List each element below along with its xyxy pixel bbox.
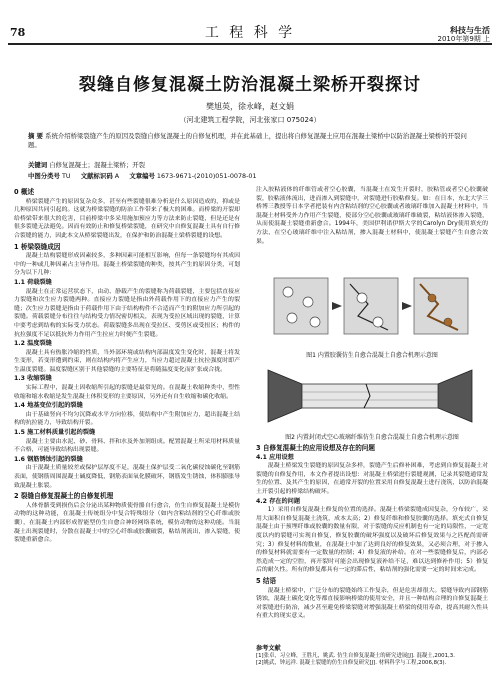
journal-section: 工 程 科 学 xyxy=(204,25,296,41)
figure-2-caption: 图2 内置封闭式空心玻璃纤维仿生自愈合混凝土自愈合机理示意图 xyxy=(285,434,459,441)
section-heading: 0 概述 xyxy=(14,188,35,196)
section-heading: 3 自修复混凝土的应用设想及存在的问题 xyxy=(256,444,375,452)
subsection-heading: 1.4 地基变位引起的裂缝 xyxy=(14,402,83,410)
right-column-bottom xyxy=(256,442,488,644)
id-value: 1673-9671-(2010)051-0078-01 xyxy=(156,172,257,180)
cls-label: 中图分类号 xyxy=(28,172,60,180)
figure-2 xyxy=(262,362,478,430)
paragraph: 人体骨骼受到损伤后会分泌出某种物质使骨骼自行愈合，仿生自修复混凝土是模仿动物的这种功能，在混凝土传统组分中复合特殊组分（如内含粘结剂的空心纤维或胶囊），在混凝土内部形成智能型仿生自愈合神经网络系统，模仿动物的这种功能。当混凝土出现裂缝时，分散在混凝土中的空心纤维或胶囊破裂，粘结剂流出，渗入裂缝，使裂缝重新愈合。 xyxy=(14,502,240,544)
paragraph: 1）采用自修复混凝土修复的位置的选择。混凝土桥梁裂缝成因复杂，分布较广，采用大面积自修复混凝土浇筑，成本太高；2）修复纤维和修复胶囊的选择。填充式自修复混凝土由于预埋纤维或胶囊的数量有限，对于裂缝的反应机制也有一定的局限性，一定宽度以内的裂缝可实现自修复，修复胶囊的破坏强度以及破坏后修复效果与之匹配尚需研究；3）修复材料的数量，在混凝土中加了达到良好的修复效果，又必须合理，对于掺入的修复材料就需要有一定数量的控制；4）修复液的补给。在对一些裂缝修复后，内部必然造成一定的空腔，再开裂时可能会出现修复液补给不足，难以达到修补作用；5）修复后的耐久性。所有的修复都具有一定的滞后性，粘结剂的强化需要一定的时间来完成。 xyxy=(256,507,488,574)
paragraph: 混凝土桥梁发生裂缝的原因复杂多样，裂缝产生后修补困难，考虑到自修复混凝土对裂缝的自修复作用，本文作者提出设想：对混凝土桥梁进行裂缝观测，记录其裂缝通常发生的位置、及其产生的原因，在通常开裂的位置采用自修复混凝土进行浇筑，以防治混凝土开裂引起的桥梁结构破坏。 xyxy=(256,463,488,495)
subsection-heading: 1.3 收缩裂缝 xyxy=(14,375,52,383)
abstract-label: 摘 要 xyxy=(28,132,44,140)
reference-item: [2]姚武，钟远祥. 混凝土裂缝的仿生自修复研究[J]. 材料科学与工程,2006,8(3). xyxy=(256,660,447,667)
subsection-heading: 1.2 温度裂缝 xyxy=(14,340,52,348)
figure-2-image xyxy=(262,362,478,430)
right-column-top xyxy=(256,186,488,270)
paragraph: 混凝土结构裂缝形成因素较多，多种因素可能相互影响，但每一条裂缝均有其成因中的一种或几种因素占主导作用。混凝土桥梁裂缝的种类，按其产生的原因分类，可划分为以下几种： xyxy=(14,253,240,277)
references-heading: 参考文献 xyxy=(256,645,281,652)
doc-value: A xyxy=(114,172,120,180)
figure-1-image xyxy=(270,272,470,348)
article-title: 裂缝自修复混凝土防治混凝土梁桥开裂探讨 xyxy=(79,75,421,95)
references xyxy=(256,645,488,668)
issue-label: 2010年第9期 上 xyxy=(437,35,490,43)
subsection-heading: 1.5 施工材料质量引起的裂缝 xyxy=(14,429,96,437)
journal-issue xyxy=(438,26,491,44)
article-authors: 樊旭英，徐永峰，赵文娟 xyxy=(206,102,294,111)
paragraph: 实际工程中，混凝土因收缩所引起的裂缝是最常见的。在混凝土收缩种类中，塑性收缩和缩水收缩是发生混凝土体积变形的主要原因，另外还有自生收缩和碳化收缩。 xyxy=(14,385,240,400)
subsection-heading: 4.2 存在的问题 xyxy=(256,497,301,505)
section-heading: 1 桥梁裂缝成因 xyxy=(14,242,61,251)
subsection-heading: 1.1 荷载裂缝 xyxy=(14,278,52,286)
paragraph: 混凝土桥梁中，广泛分布的裂缝始终工作复杂，但是危害却很大。裂缝导致内部钢筋锈蚀，混凝土碳化变化等都直接影响桥梁的使用安全，并且一种结构合理的自修复混凝土对裂缝进行防治，减少甚至避免桥梁裂缝对增强混凝土桥梁的使用寿命，提高其耐久性具有重大的现实意义。 xyxy=(256,587,488,620)
section-heading: 2 裂缝自修复混凝土的自修复机理 xyxy=(14,492,114,501)
paragraph: 混凝土具有热胀冷缩的性质，当外部环境或结构内部温度发生变化时，混凝土将发生变形，若变形遭到约束，则在结构内将产生应力，当应力超过混凝土抗拉强度时即产生温度裂缝。温度裂缝区别于其他裂缝的主要特征是将随温度变化而扩张或合拢。 xyxy=(14,349,240,373)
paragraph: 桥梁裂缝产生的原因复杂众多，甚至有些裂缝很难分析是什么原因造成的，抑或是几种原因共同引起的。这就为桥梁裂缝的防治工作带来了极大的困难。而桥梁的开裂却给桥梁带来很大的危害，目前桥梁中多采用施加预应力等方法来防止裂缝，但是还是有很多裂缝无法避免。因而有效防止和修复桥梁裂缝，在研究中自修复混凝土具有自行修合裂缝的能力，因此本文从桥梁裂缝出发，在保护和防治混凝土梁桥裂缝的设想。 xyxy=(14,198,240,239)
reference-item: [1]张卓，习立峰，王胜凡，姚武. 仿生自修复混凝土的研究进展[J]. 混凝土,2001,3. xyxy=(256,652,455,659)
section-heading: 5 结语 xyxy=(256,576,277,585)
cls-value: TU xyxy=(62,172,71,180)
journal-name: 科技与生活 xyxy=(450,26,490,35)
paragraph: 混凝土在正常运营状态下，由动、静载产生的裂缝称为荷载裂缝，主要包括直接应力裂缝和次生应力裂缝两种。直接应力裂缝是指由外荷载作用下的直接应力产生的裂缝；次生应力裂缝是指由于荷载作用下由于结构构件不合适而产生的附加应力所引起的裂缝。荷载裂缝分布往往与结构受力情况密切相关，表现为受拉区域出现的裂缝，计算中要考虑到结构的实际受力状态。荷载裂缝多出现在受拉区、受剪区或受扭区；构件的抗拉强度不足以抵抗外力作用产生拉应力时便产生裂缝。 xyxy=(14,288,240,338)
abstract xyxy=(28,132,472,150)
subsection-heading: 4.1 应用设想 xyxy=(256,453,294,461)
paragraph: 由于混凝土质量较差或保护层厚度不足，混凝土保护层受二氧化碳侵蚀碳化至钢筋表面，使钢筋周围混凝土碱度降低，钢筋表面氧化膜破坏，钢筋发生锈蚀，体积膨胀导致混凝土胀裂。 xyxy=(14,465,240,489)
keywords-text: 自修复混凝土；混凝土梁桥；开裂 xyxy=(49,161,146,169)
paragraph: 注入胶粘液体的纤维管或者空心胶囊，当混凝土在发生开裂时，胶粘管或者空心胶囊破裂，胶粘液体流出，进而渗入到裂缝中，对裂缝进行胶粘修复。如：在日本，东北大学三桥博三教授等日本学者把装有内含粘结剂的空心胶囊或者玻璃纤维加入混凝土材料中，当混凝土材料受外力作用产生裂缝，使部分空心胶囊或玻璃纤维破裂，粘结液体渗入裂缝，从而使混凝土裂缝重新愈合。1994年，美国伊利诺伊斯大学的Carolyn Dry使用填充的方法，在空心玻璃纤维中注入粘结剂，掺入混凝土材料中，使混凝土裂缝产生自愈合效果。 xyxy=(256,187,488,245)
left-column xyxy=(14,186,240,674)
paragraph: 由于基础竖向不均匀沉降或水平方向位移，使结构中产生附加应力，超出混凝土结构的抗拉能力，导致结构开裂。 xyxy=(14,411,240,427)
keywords-label: 关键词 xyxy=(28,161,48,169)
paragraph: 混凝土主要由水泥、砂、骨料、拌和水及外加剂组成。配置混凝土所采用材料质量不合格，可能导致结构出现裂缝。 xyxy=(14,438,240,454)
doc-label: 文献标识码 xyxy=(80,172,113,180)
keywords xyxy=(28,160,145,169)
header-rule xyxy=(8,43,492,45)
classification-line xyxy=(28,171,257,180)
article-affiliation: （河北建筑工程学院，河北张家口 075024） xyxy=(179,116,321,124)
page-number: 78 xyxy=(10,26,26,39)
figure-1-caption: 图1 内置胶囊仿生自愈合混凝土自愈合机理示意图 xyxy=(306,352,438,359)
subsection-heading: 1.6 钢筋锈蚀引起的裂缝 xyxy=(14,455,83,463)
abstract-text: 系统介绍桥梁裂缝产生的原因及裂缝自修复混凝土的自修复机理，并在此基础上，提出将自修复混凝土应用在混凝土梁桥中以防治混凝土梁桥的开裂问题。 xyxy=(28,132,467,149)
figure-1 xyxy=(270,272,470,348)
id-label: 文章编号 xyxy=(129,172,155,180)
